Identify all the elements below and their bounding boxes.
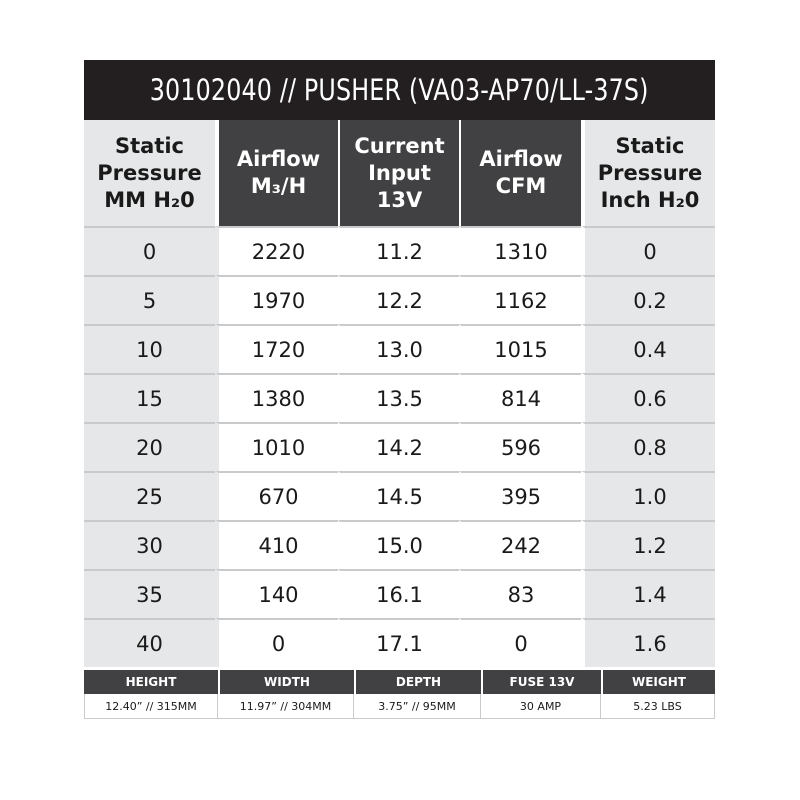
table-cell: 596 (459, 422, 581, 471)
spec-label: HEIGHT (84, 670, 218, 694)
spec-value: 3.75” // 95MM (354, 694, 481, 719)
table-cell: 0 (215, 618, 338, 667)
spec-sheet (84, 60, 715, 719)
header-line: Static (615, 133, 685, 158)
table-row (84, 471, 715, 520)
table-cell: 1015 (459, 324, 581, 373)
table-cell: 15 (84, 373, 215, 422)
table-cell: 1162 (459, 275, 581, 324)
header-line: Static (114, 133, 185, 158)
table-cell: 0 (459, 618, 581, 667)
table-cell: 140 (215, 569, 338, 618)
table-cell: 11.2 (338, 226, 459, 275)
table-row (84, 569, 715, 618)
header-line: Current (354, 133, 445, 158)
spec-label: WEIGHT (601, 670, 715, 694)
table-cell: 1.2 (581, 520, 715, 569)
performance-table (84, 120, 715, 667)
header-line: Airflow (479, 147, 563, 171)
table-cell: 395 (459, 471, 581, 520)
table-cell: 13.0 (338, 324, 459, 373)
table-cell: 13.5 (338, 373, 459, 422)
table-cell: 10 (84, 324, 215, 373)
table-cell: 83 (459, 569, 581, 618)
product-title: 30102040 // PUSHER (VA03-AP70/LL-37S) (150, 73, 649, 107)
spec-label: FUSE 13V (481, 670, 601, 694)
table-cell: 15.0 (338, 520, 459, 569)
table-cell: 0.2 (581, 275, 715, 324)
spec-value: 12.40” // 315MM (84, 694, 218, 719)
table-cell: 40 (84, 618, 215, 667)
col-current-input-header (338, 120, 459, 226)
table-cell: 1.4 (581, 569, 715, 618)
spec-value: 11.97” // 304MM (218, 694, 354, 719)
table-row (84, 226, 715, 275)
table-row (84, 373, 715, 422)
header-line: MM H₂0 (104, 187, 195, 212)
table-cell: 1970 (215, 275, 338, 324)
table-row (84, 422, 715, 471)
header-line: Pressure (97, 160, 202, 185)
col-airflow-m3h-header (215, 120, 338, 226)
table-cell: 1.0 (581, 471, 715, 520)
table-cell: 410 (215, 520, 338, 569)
table-cell: 1.6 (581, 618, 715, 667)
table-cell: 0 (84, 226, 215, 275)
table-cell: 0.4 (581, 324, 715, 373)
header-line: CFM (495, 174, 547, 198)
table-cell: 242 (459, 520, 581, 569)
table-row (84, 275, 715, 324)
product-title-bar (84, 60, 715, 120)
table-row (84, 324, 715, 373)
table-cell: 0 (581, 226, 715, 275)
table-cell: 5 (84, 275, 215, 324)
col-static-pressure-mm-header (84, 120, 215, 226)
table-cell: 17.1 (338, 618, 459, 667)
table-row (84, 618, 715, 667)
table-cell: 14.2 (338, 422, 459, 471)
table-cell: 1010 (215, 422, 338, 471)
table-cell: 814 (459, 373, 581, 422)
spec-label: DEPTH (354, 670, 481, 694)
spec-label: WIDTH (218, 670, 354, 694)
dimension-specs (84, 670, 715, 719)
header-row (84, 120, 715, 226)
table-cell: 0.8 (581, 422, 715, 471)
table-cell: 35 (84, 569, 215, 618)
spec-value: 5.23 LBS (601, 694, 715, 719)
header-line: Input (368, 160, 431, 185)
table-cell: 16.1 (338, 569, 459, 618)
table-cell: 12.2 (338, 275, 459, 324)
spec-value: 30 AMP (481, 694, 601, 719)
table-cell: 1720 (215, 324, 338, 373)
col-airflow-cfm-header (459, 120, 581, 226)
header-line: Pressure (597, 160, 703, 185)
table-cell: 2220 (215, 226, 338, 275)
header-line: 13V (376, 187, 423, 212)
table-row (84, 520, 715, 569)
header-line: Inch H₂0 (600, 187, 700, 212)
table-cell: 1310 (459, 226, 581, 275)
table-cell: 1380 (215, 373, 338, 422)
table-body (84, 226, 715, 667)
header-line: Airflow (236, 147, 321, 171)
table-cell: 670 (215, 471, 338, 520)
table-cell: 0.6 (581, 373, 715, 422)
table-cell: 14.5 (338, 471, 459, 520)
header-line: M₃/H (250, 174, 307, 198)
table-cell: 20 (84, 422, 215, 471)
table-cell: 25 (84, 471, 215, 520)
table-cell: 30 (84, 520, 215, 569)
col-static-pressure-inch-header (581, 120, 715, 226)
